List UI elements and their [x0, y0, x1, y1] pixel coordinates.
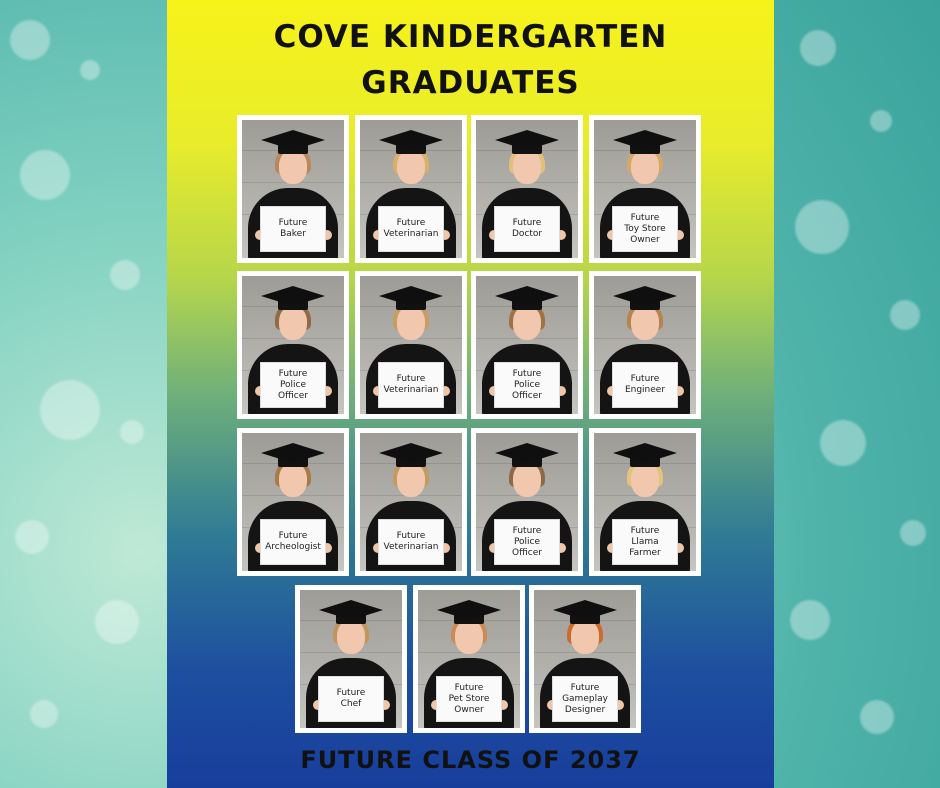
sign-line2: Engineer: [624, 385, 666, 395]
photo-image: [594, 120, 696, 258]
graduate-photo: [295, 585, 407, 733]
sign-line1: Future: [396, 218, 426, 228]
photo-image: [534, 590, 636, 728]
photo-image: [476, 276, 578, 414]
sign-line3: Officer: [512, 547, 542, 558]
future-career-sign: [494, 362, 560, 408]
future-career-sign: [260, 206, 326, 252]
mortarboard-cap-icon: [379, 130, 443, 150]
sign-line1: Future: [336, 688, 366, 698]
sign-line1: Future: [278, 218, 308, 228]
child-face: [631, 150, 659, 184]
sign-line2: Police: [513, 379, 541, 390]
mortarboard-cap-icon: [261, 443, 325, 463]
poster: [167, 0, 774, 788]
child-face: [279, 306, 307, 340]
mortarboard-cap-icon: [261, 286, 325, 306]
sign-line2: Veterinarian: [383, 542, 439, 552]
photo-image: [360, 433, 462, 571]
child-face: [571, 620, 599, 654]
photo-image: [594, 433, 696, 571]
graduate-photo: [471, 115, 583, 263]
sign-line2: Pet Store: [448, 693, 490, 704]
mortarboard-cap-icon: [613, 443, 677, 463]
graduate-photo: [355, 428, 467, 576]
child-face: [279, 150, 307, 184]
sign-line1: Future: [396, 531, 426, 541]
graduate-photo: [589, 115, 701, 263]
sign-line2: Veterinarian: [383, 385, 439, 395]
mortarboard-cap-icon: [261, 130, 325, 150]
future-career-sign: [494, 206, 560, 252]
sign-line3: Owner: [630, 234, 660, 245]
graduate-photo: [589, 428, 701, 576]
child-face: [279, 463, 307, 497]
sign-line1: Future: [630, 374, 660, 384]
mortarboard-cap-icon: [319, 600, 383, 620]
future-career-sign: [378, 519, 444, 565]
sign-line2: Llama: [631, 536, 659, 547]
sign-line2: Archeologist: [265, 542, 321, 552]
sign-line1: Future: [570, 682, 600, 693]
child-face: [455, 620, 483, 654]
child-face: [513, 306, 541, 340]
sign-line1: Future: [454, 682, 484, 693]
sign-line3: Owner: [454, 704, 484, 715]
sign-line1: Future: [630, 525, 660, 536]
future-career-sign: [378, 206, 444, 252]
sign-line1: Future: [512, 368, 542, 379]
sign-line1: Future: [512, 525, 542, 536]
photo-image: [418, 590, 520, 728]
sign-line1: Future: [512, 218, 542, 228]
future-career-sign: [378, 362, 444, 408]
photo-image: [476, 120, 578, 258]
child-face: [337, 620, 365, 654]
photo-image: [360, 276, 462, 414]
sign-line2: Chef: [340, 699, 362, 709]
child-face: [631, 306, 659, 340]
mortarboard-cap-icon: [379, 286, 443, 306]
sign-line1: Future: [278, 368, 308, 379]
photo-image: [242, 276, 344, 414]
mortarboard-cap-icon: [553, 600, 617, 620]
mortarboard-cap-icon: [379, 443, 443, 463]
graduate-photo: [355, 271, 467, 419]
sign-line2: Gameplay: [562, 693, 608, 704]
child-face: [513, 463, 541, 497]
sign-line3: Farmer: [629, 547, 661, 558]
sign-line2: Toy Store: [624, 223, 666, 234]
photo-image: [242, 120, 344, 258]
sign-line3: Officer: [278, 390, 308, 401]
mortarboard-cap-icon: [613, 286, 677, 306]
sign-line3: Officer: [512, 390, 542, 401]
sign-line2: Veterinarian: [383, 229, 439, 239]
graduate-photo: [355, 115, 467, 263]
graduate-photo: [471, 271, 583, 419]
photo-image: [476, 433, 578, 571]
graduate-photo: [589, 271, 701, 419]
photo-image: [300, 590, 402, 728]
future-career-sign: [612, 519, 678, 565]
future-career-sign: [552, 676, 618, 722]
mortarboard-cap-icon: [495, 286, 559, 306]
graduate-photo: [237, 115, 349, 263]
mortarboard-cap-icon: [495, 130, 559, 150]
sign-line1: Future: [278, 531, 308, 541]
sign-line3: Designer: [564, 704, 606, 715]
mortarboard-cap-icon: [495, 443, 559, 463]
sign-line2: Police: [279, 379, 307, 390]
future-career-sign: [494, 519, 560, 565]
photo-image: [594, 276, 696, 414]
future-career-sign: [612, 362, 678, 408]
poster-title-line1: COVE KINDERGARTEN: [273, 19, 668, 55]
mortarboard-cap-icon: [437, 600, 501, 620]
poster-title-line2: GRADUATES: [361, 65, 580, 101]
future-career-sign: [260, 519, 326, 565]
future-career-sign: [612, 206, 678, 252]
poster-footer: FUTURE CLASS OF 2037: [300, 746, 641, 774]
future-career-sign: [318, 676, 384, 722]
photo-image: [360, 120, 462, 258]
child-face: [631, 463, 659, 497]
graduate-photo: [237, 428, 349, 576]
graduate-photo: [471, 428, 583, 576]
sign-line2: Police: [513, 536, 541, 547]
child-face: [397, 150, 425, 184]
child-face: [397, 306, 425, 340]
child-face: [397, 463, 425, 497]
sign-line1: Future: [630, 212, 660, 223]
graduate-photo: [413, 585, 525, 733]
sign-line1: Future: [396, 374, 426, 384]
future-career-sign: [260, 362, 326, 408]
sign-line2: Doctor: [511, 229, 543, 239]
child-face: [513, 150, 541, 184]
graduate-photo: [529, 585, 641, 733]
future-career-sign: [436, 676, 502, 722]
mortarboard-cap-icon: [613, 130, 677, 150]
photo-image: [242, 433, 344, 571]
sign-line2: Baker: [280, 229, 306, 239]
graduate-photo: [237, 271, 349, 419]
